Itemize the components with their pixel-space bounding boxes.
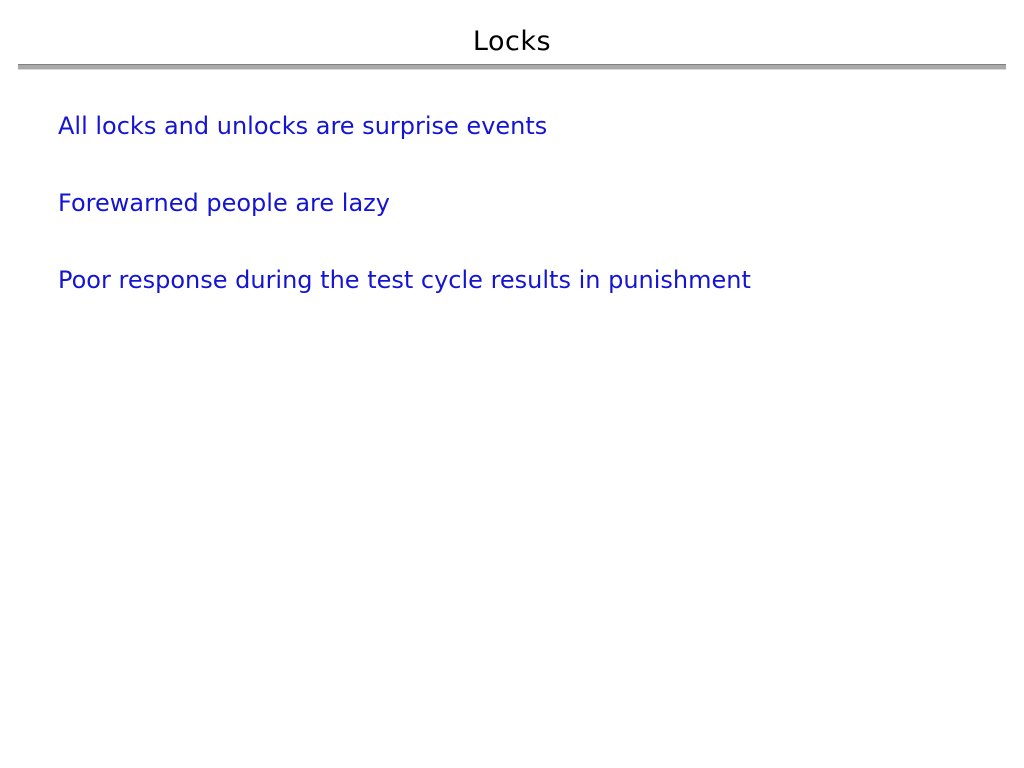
- page-title: Locks: [472, 26, 552, 57]
- list-item: All locks and unlocks are surprise events: [58, 112, 548, 140]
- list-item: Poor response during the test cycle results in punishment: [58, 265, 751, 294]
- list-item: Forewarned people are lazy: [58, 188, 390, 217]
- bullet-list: [58, 112, 988, 294]
- title-divider: [18, 64, 1006, 70]
